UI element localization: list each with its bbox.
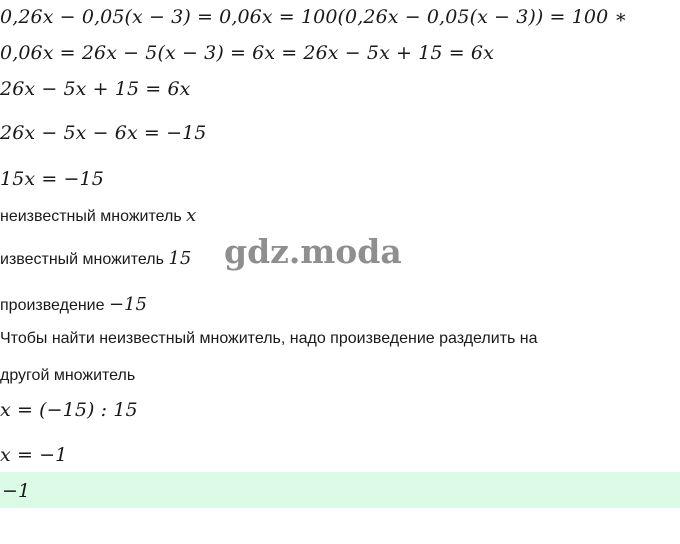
equation-line-3: 26x − 5x + 15 = 6x	[0, 78, 191, 100]
known-factor-line	[0, 250, 191, 268]
equation-line-11: x = (−15) : 15	[0, 399, 138, 421]
product-label: произведение	[0, 297, 109, 314]
equation-line-1: 0,26x − 0,05(x − 3) = 0,06x = 100(0,26x − 0,05(x − 3)) = 100 ∗	[0, 6, 628, 28]
rule-line-1: Чтобы найти неизвестный множитель, надо произведение разделить на	[0, 330, 538, 347]
answer-box	[0, 472, 680, 508]
known-factor-label: известный множитель	[0, 251, 169, 268]
equation-line-2: 0,06x = 26x − 5(x − 3) = 6x = 26x − 5x + 15 = 6x	[0, 42, 494, 64]
answer-value: −1	[2, 480, 31, 502]
equation-line-12: x = −1	[0, 444, 68, 466]
equation-line-4: 26x − 5x − 6x = −15	[0, 122, 207, 144]
unknown-factor-value: x	[186, 205, 197, 226]
known-factor-value: 15	[168, 248, 192, 269]
unknown-factor-label: неизвестный множитель	[0, 208, 187, 225]
rule-line-2: другой множитель	[0, 367, 136, 384]
unknown-factor-line	[0, 207, 196, 225]
equation-line-5: 15x = −15	[0, 168, 104, 190]
product-line	[0, 296, 147, 314]
watermark-logo: gdz.moda	[224, 232, 402, 271]
product-value: −15	[108, 294, 147, 315]
